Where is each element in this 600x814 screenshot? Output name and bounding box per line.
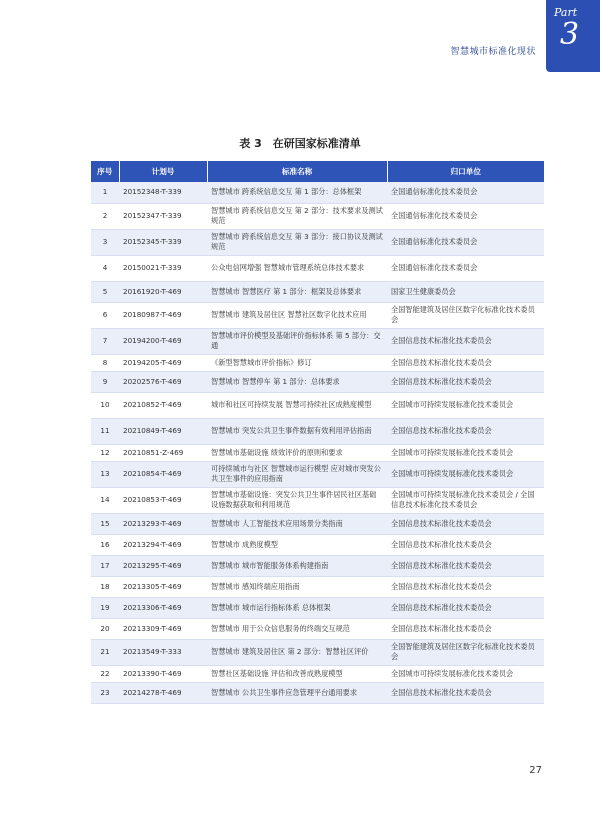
table-row [91, 576, 544, 597]
cell-plan: 20213293-T-469 [119, 513, 207, 534]
cell-plan: 20194205-T-469 [119, 354, 207, 371]
cell-no: 15 [91, 513, 119, 534]
cell-unit: 全国信息技术标准化技术委员会 [387, 597, 544, 618]
cell-unit: 全国城市可持续发展标准化技术委员会 [387, 665, 544, 682]
cell-name: 公众电信网增强 智慧城市管理系统总体技术要求 [207, 255, 387, 281]
cell-name: 智慧城市 建筑及居住区 第 2 部分：智慧社区评价 [207, 639, 387, 665]
table-row [91, 328, 544, 354]
table-row [91, 461, 544, 487]
cell-plan: 20202576-T-469 [119, 371, 207, 392]
cell-unit: 全国信息技术标准化技术委员会 [387, 576, 544, 597]
table-row [91, 665, 544, 682]
cell-name: 智慧城市评价模型及基础评价指标体系 第 5 部分：交通 [207, 328, 387, 354]
cell-name: 智慧城市 用于公众信息服务的终端交互规范 [207, 618, 387, 639]
table-header-row [91, 161, 544, 182]
cell-name: 《新型智慧城市评价指标》修订 [207, 354, 387, 371]
cell-no: 6 [91, 302, 119, 328]
cell-no: 22 [91, 665, 119, 682]
table-row [91, 418, 544, 444]
cell-unit: 全国信息技术标准化技术委员会 [387, 513, 544, 534]
cell-plan: 20210853-T-469 [119, 487, 207, 513]
cell-unit: 全国智能建筑及居住区数字化标准化技术委员会 [387, 639, 544, 665]
table-row [91, 392, 544, 418]
cell-plan: 20150021-T-339 [119, 255, 207, 281]
table-row [91, 371, 544, 392]
header-unit: 归口单位 [387, 161, 544, 182]
table-row [91, 281, 544, 302]
cell-unit: 全国信息技术标准化技术委员会 [387, 618, 544, 639]
cell-unit: 国家卫生健康委员会 [387, 281, 544, 302]
cell-plan: 20213306-T-469 [119, 597, 207, 618]
cell-no: 4 [91, 255, 119, 281]
cell-unit: 全国城市可持续发展标准化技术委员会 / 全国信息技术标准化技术委员会 [387, 487, 544, 513]
cell-no: 7 [91, 328, 119, 354]
cell-no: 23 [91, 682, 119, 703]
cell-plan: 20180987-T-469 [119, 302, 207, 328]
table-title: 表 3 在研国家标准清单 [239, 137, 361, 150]
cell-name: 智慧城市基础设施 绩效评价的原则和要求 [207, 444, 387, 461]
table-body [91, 182, 544, 703]
cell-no: 17 [91, 555, 119, 576]
cell-no: 11 [91, 418, 119, 444]
header-no: 序号 [91, 161, 119, 182]
cell-unit: 全国信息技术标准化技术委员会 [387, 371, 544, 392]
cell-no: 12 [91, 444, 119, 461]
cell-name: 智慧城市 跨系统信息交互 第 3 部分：接口协议及测试规范 [207, 229, 387, 255]
header-plan: 计划号 [119, 161, 207, 182]
part-label: Part [554, 6, 578, 19]
cell-unit: 全国城市可持续发展标准化技术委员会 [387, 444, 544, 461]
table-row [91, 618, 544, 639]
cell-unit: 全国信息技术标准化技术委员会 [387, 682, 544, 703]
cell-no: 14 [91, 487, 119, 513]
cell-no: 16 [91, 534, 119, 555]
cell-name: 智慧城市 城市运行指标体系 总体框架 [207, 597, 387, 618]
table-row [91, 534, 544, 555]
cell-name: 智慧城市 智慧医疗 第 1 部分：框架及总体要求 [207, 281, 387, 302]
cell-name: 智慧城市 跨系统信息交互 第 2 部分：技术要求及测试规范 [207, 203, 387, 229]
cell-no: 8 [91, 354, 119, 371]
cell-no: 10 [91, 392, 119, 418]
cell-unit: 全国智能建筑及居住区数字化标准化技术委员会 [387, 302, 544, 328]
cell-name: 智慧城市 城市智能服务体系构建指南 [207, 555, 387, 576]
cell-unit: 全国通信标准化技术委员会 [387, 182, 544, 203]
cell-name: 智慧城市基础设施：突发公共卫生事件居民社区基础设施数据获取和利用规范 [207, 487, 387, 513]
cell-name: 智慧城市 突发公共卫生事件数据有效利用评估指南 [207, 418, 387, 444]
cell-plan: 20213390-T-469 [119, 665, 207, 682]
cell-plan: 20210852-T-469 [119, 392, 207, 418]
cell-plan: 20210849-T-469 [119, 418, 207, 444]
cell-plan: 20152345-T-339 [119, 229, 207, 255]
cell-no: 21 [91, 639, 119, 665]
part-number: 3 [560, 17, 580, 52]
cell-plan: 20214278-T-469 [119, 682, 207, 703]
table-row [91, 513, 544, 534]
cell-no: 2 [91, 203, 119, 229]
cell-no: 3 [91, 229, 119, 255]
cell-unit: 全国信息技术标准化技术委员会 [387, 534, 544, 555]
cell-plan: 20152348-T-339 [119, 182, 207, 203]
table-row [91, 302, 544, 328]
table-row [91, 229, 544, 255]
cell-unit: 全国城市可持续发展标准化技术委员会 [387, 461, 544, 487]
cell-name: 智慧城市 成熟度模型 [207, 534, 387, 555]
cell-unit: 全国信息技术标准化技术委员会 [387, 555, 544, 576]
cell-name: 智慧城市 建筑及居住区 智慧社区数字化技术应用 [207, 302, 387, 328]
part-tab [546, 0, 600, 72]
cell-plan: 20213294-T-469 [119, 534, 207, 555]
cell-name: 智慧城市 公共卫生事件应急管理平台通用要求 [207, 682, 387, 703]
table-row [91, 444, 544, 461]
cell-unit: 全国通信标准化技术委员会 [387, 255, 544, 281]
cell-name: 智慧城市 跨系统信息交互 第 1 部分：总体框架 [207, 182, 387, 203]
cell-unit: 全国通信标准化技术委员会 [387, 203, 544, 229]
section-title: 智慧城市标准化现状 [450, 47, 536, 57]
cell-no: 20 [91, 618, 119, 639]
cell-name: 可持续城市与社区 智慧城市运行模型 应对城市突发公共卫生事件的应用指南 [207, 461, 387, 487]
table-row [91, 597, 544, 618]
table-row [91, 354, 544, 371]
cell-plan: 20161920-T-469 [119, 281, 207, 302]
cell-plan: 20210854-T-469 [119, 461, 207, 487]
table-row [91, 639, 544, 665]
cell-no: 1 [91, 182, 119, 203]
cell-unit: 全国城市可持续发展标准化技术委员会 [387, 392, 544, 418]
table-row [91, 203, 544, 229]
cell-unit: 全国信息技术标准化技术委员会 [387, 328, 544, 354]
cell-plan: 20213305-T-469 [119, 576, 207, 597]
cell-no: 18 [91, 576, 119, 597]
cell-name: 智慧城市 感知终端应用指南 [207, 576, 387, 597]
cell-plan: 20194200-T-469 [119, 328, 207, 354]
cell-plan: 20213295-T-469 [119, 555, 207, 576]
cell-name: 智慧城市 人工智能技术应用场景分类指南 [207, 513, 387, 534]
cell-name: 城市和社区可持续发展 智慧可持续社区成熟度模型 [207, 392, 387, 418]
cell-no: 19 [91, 597, 119, 618]
cell-plan: 20213549-T-333 [119, 639, 207, 665]
table-row [91, 487, 544, 513]
cell-name: 智慧社区基础设施 评估和改善成熟度模型 [207, 665, 387, 682]
cell-plan: 20152347-T-339 [119, 203, 207, 229]
cell-no: 5 [91, 281, 119, 302]
standards-table [91, 161, 544, 704]
cell-no: 9 [91, 371, 119, 392]
page-number: 27 [529, 765, 542, 776]
cell-name: 智慧城市 智慧停车 第 1 部分：总体要求 [207, 371, 387, 392]
cell-unit: 全国信息技术标准化技术委员会 [387, 418, 544, 444]
table-row [91, 555, 544, 576]
table-row [91, 182, 544, 203]
cell-plan: 20210851-Z-469 [119, 444, 207, 461]
cell-unit: 全国通信标准化技术委员会 [387, 229, 544, 255]
cell-no: 13 [91, 461, 119, 487]
header-name: 标准名称 [207, 161, 387, 182]
table-row [91, 682, 544, 703]
cell-plan: 20213309-T-469 [119, 618, 207, 639]
table-row [91, 255, 544, 281]
cell-unit: 全国信息技术标准化技术委员会 [387, 354, 544, 371]
